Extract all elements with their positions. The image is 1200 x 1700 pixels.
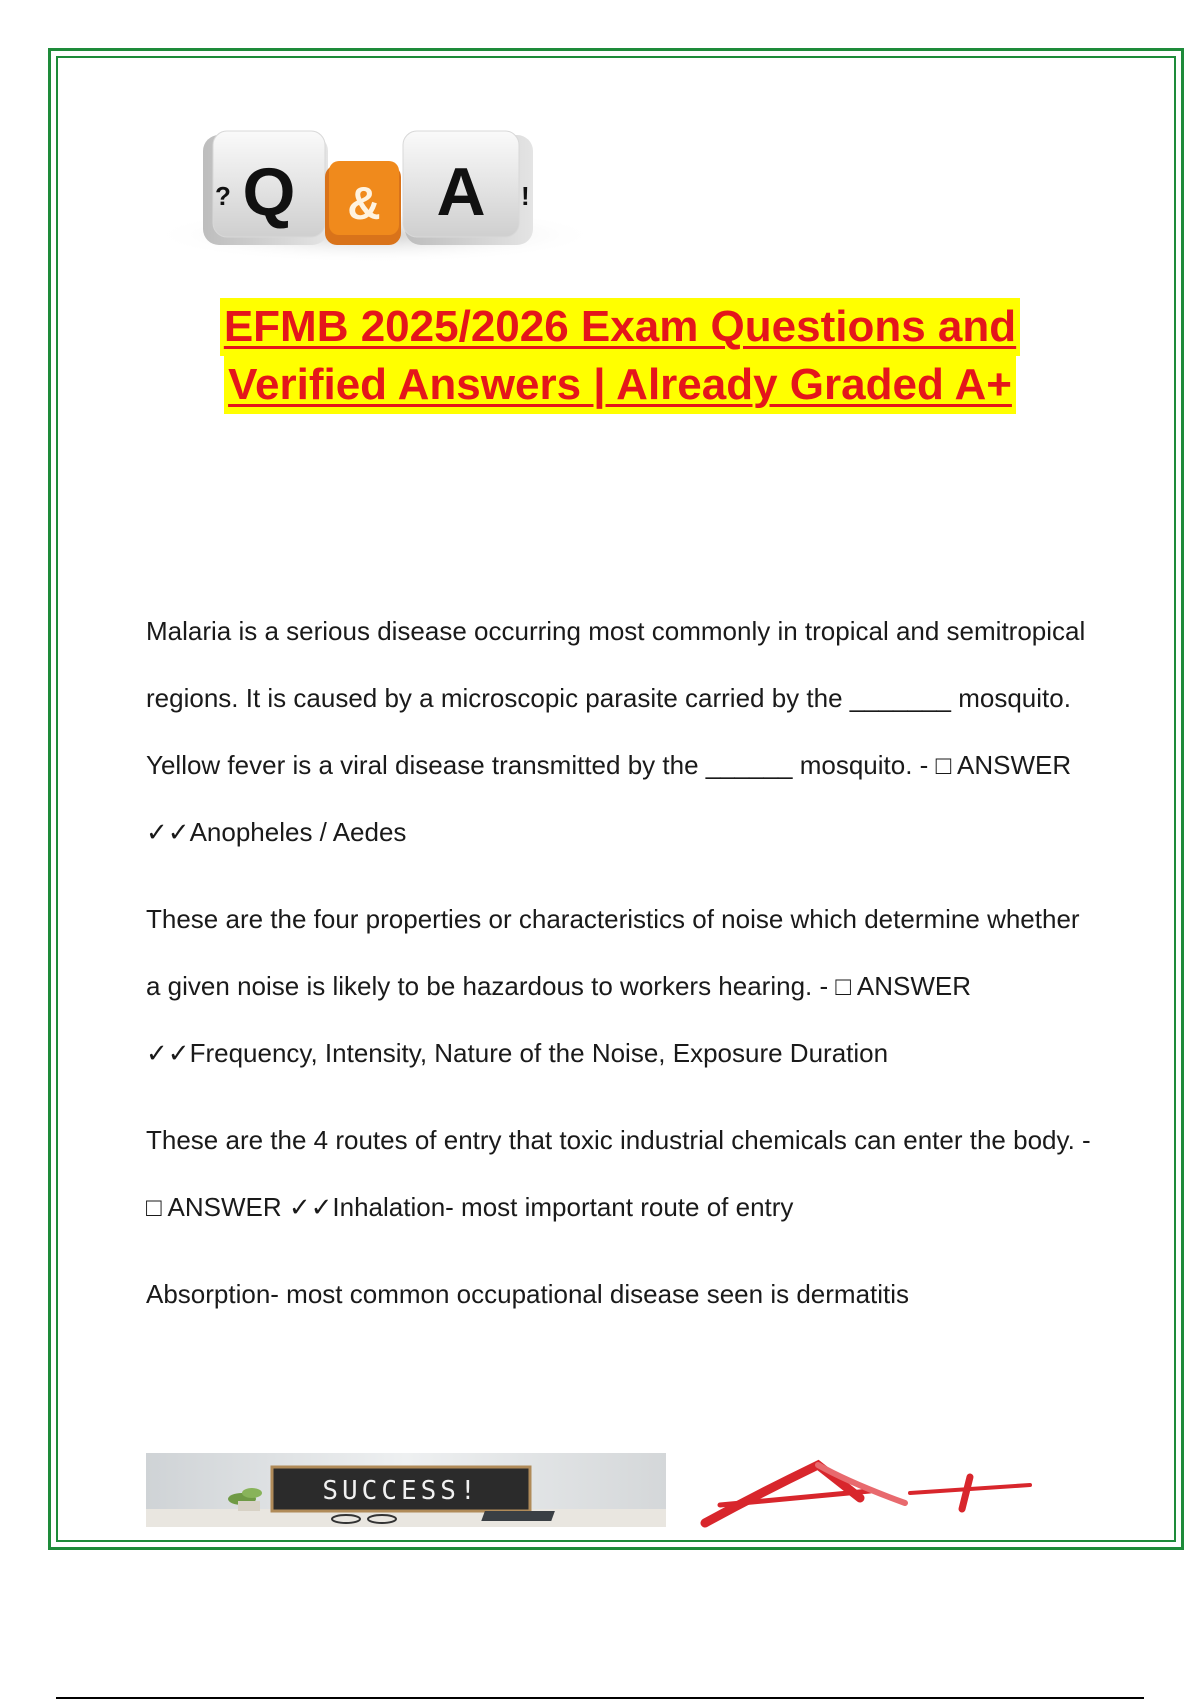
qa-item	[146, 1107, 1096, 1241]
document-title	[160, 298, 1080, 414]
exclamation-glyph: !	[521, 181, 530, 211]
answer-text: Frequency, Intensity, Nature of the Noise, Exposure Duration	[189, 1038, 889, 1068]
page-bottom-rule	[56, 1697, 1144, 1699]
dice-a-letter: A	[436, 154, 486, 230]
dice-ampersand	[325, 161, 401, 245]
a-plus-grade-graphic	[700, 1453, 1040, 1533]
question-mark-glyph: ?	[215, 181, 231, 211]
continuation-line: Absorption- most common occupational disease seen is dermatitis	[146, 1279, 910, 1309]
question-text: These are the 4 routes of entry that toxic industrial chemicals can enter the body. -	[146, 1125, 1091, 1155]
dice-a	[403, 131, 533, 245]
answer-text: Anopheles / Aedes	[189, 817, 407, 847]
qa-content	[146, 598, 1096, 1348]
title-line-2: Verified Answers | Already Graded A+	[224, 356, 1016, 414]
qa-dice-logo	[145, 85, 600, 265]
title-line-1: EFMB 2025/2026 Exam Questions and	[220, 298, 1020, 356]
dice-q	[203, 131, 328, 245]
success-banner-image	[146, 1453, 666, 1527]
dice-q-letter: Q	[242, 154, 296, 230]
answer-prefix: □ ANSWER ✓✓	[146, 1192, 333, 1222]
answer-prefix: □ ANSWER ✓✓	[146, 971, 971, 1068]
question-text: Malaria is a serious disease occurring most commonly in tropical and semitropical regions. It is caused by a microscopic parasite carried by the _______ mosquito. Yellow fever is a viral disease transmitted by the ______ mosquito. -	[146, 616, 1086, 780]
qa-item	[146, 886, 1096, 1087]
success-sign-text: SUCCESS!	[322, 1476, 480, 1506]
dice-ampersand-glyph: &	[347, 177, 381, 229]
qa-item	[146, 598, 1096, 866]
grade-text: A+	[1020, 1529, 1022, 1530]
question-text: These are the four properties or characteristics of noise which determine whether a given noise is likely to be hazardous to workers hearing. -	[146, 904, 1080, 1001]
answer-prefix: □ ANSWER ✓✓	[146, 750, 1072, 847]
answer-text: Inhalation- most important route of entry	[332, 1192, 794, 1222]
